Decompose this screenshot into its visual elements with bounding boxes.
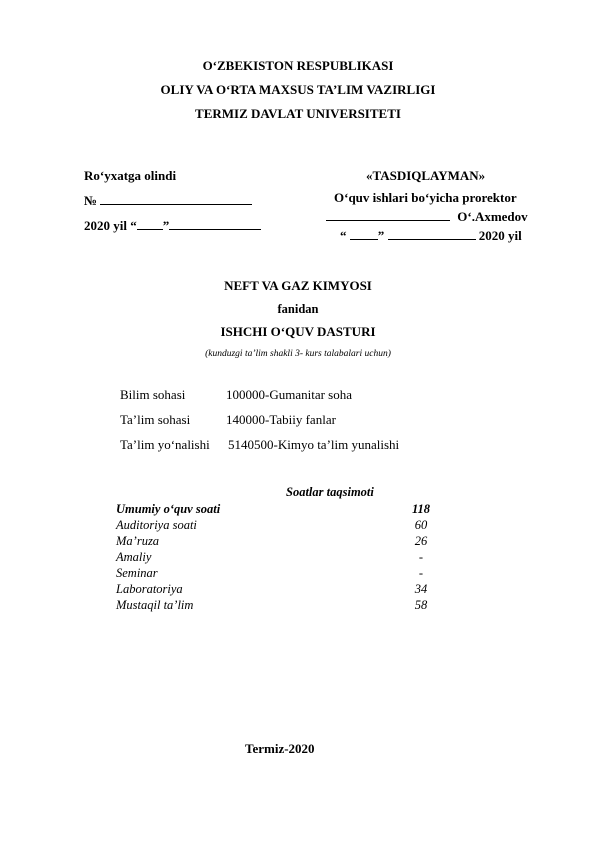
year-mid: ”	[162, 218, 170, 233]
hours-row-value: 58	[414, 598, 428, 612]
hours-row-value: -	[418, 566, 424, 580]
hours-row	[116, 502, 436, 517]
approval-role: O‘quv ishlari bo‘yicha prorektor	[334, 190, 517, 205]
field-value-bilim: 100000-Gumanitar soha	[226, 387, 353, 402]
hours-row-label: Laboratoriya	[116, 582, 183, 596]
date-open: “	[340, 228, 347, 243]
approval-date	[340, 228, 522, 244]
signature-blank	[326, 219, 450, 221]
hours-row-label: Umumiy o‘quv soati	[116, 502, 221, 516]
field-label-bilim: Bilim sohasi	[120, 387, 186, 402]
field-value-talim: 140000-Tabiiy fanlar	[226, 412, 336, 427]
field-label-yonalish: Ta’lim yo‘nalishi	[120, 437, 210, 452]
program-note: (kunduzgi ta’lim shakli 3- kurs talabalari uchun)	[205, 349, 391, 359]
approval-title: «TASDIQLAYMAN»	[366, 168, 486, 183]
registration-title: Ro‘yxatga olindi	[84, 168, 177, 183]
header-republic: O‘ZBEKISTON RESPUBLIKASI	[202, 58, 394, 73]
hours-title: Soatlar taqsimoti	[286, 485, 374, 499]
header-ministry: OLIY VA O‘RTA MAXSUS TA’LIM VAZIRLIGI	[160, 82, 436, 97]
hours-row	[116, 518, 436, 533]
program-title: ISHCHI O‘QUV DASTURI	[220, 324, 376, 339]
hours-row-label: Amaliy	[116, 550, 152, 564]
hours-row-value: 26	[414, 534, 428, 548]
approval-signature	[326, 209, 528, 225]
field-label-talim: Ta’lim sohasi	[120, 412, 191, 427]
hours-row-label: Seminar	[116, 566, 158, 580]
approval-month-blank	[388, 238, 476, 240]
date-mid: ”	[377, 228, 385, 243]
hours-row-label: Auditoriya soati	[116, 518, 197, 532]
approval-day-blank	[350, 238, 378, 240]
approval-year: 2020 yil	[478, 228, 522, 243]
month-blank	[169, 228, 261, 230]
registration-date	[84, 218, 261, 234]
subject-fanidan: fanidan	[277, 302, 319, 316]
field-value-yonalish: 5140500-Kimyo ta’lim yunalishi	[228, 437, 400, 452]
hours-row	[116, 582, 436, 597]
hours-row	[116, 534, 436, 549]
subject-name: NEFT VA GAZ KIMYOSI	[224, 278, 372, 293]
number-prefix: №	[84, 193, 98, 208]
hours-row-label: Ma’ruza	[116, 534, 160, 548]
hours-row-label: Mustaqil ta’lim	[116, 598, 194, 612]
hours-row-value: 118	[411, 502, 431, 516]
hours-row-value: 60	[414, 518, 428, 532]
registration-number	[84, 193, 252, 209]
hours-row	[116, 550, 436, 565]
header-university: TERMIZ DAVLAT UNIVERSITETI	[195, 106, 401, 121]
day-blank	[137, 228, 163, 230]
hours-row-value: -	[418, 550, 424, 564]
hours-row-value: 34	[414, 582, 428, 596]
hours-row	[116, 566, 436, 581]
number-blank	[100, 203, 252, 205]
year-prefix: 2020 yil “	[84, 218, 137, 233]
hours-row	[116, 598, 436, 613]
approval-name: O‘.Axmedov	[457, 209, 528, 224]
footer-place-year: Termiz-2020	[245, 741, 315, 756]
